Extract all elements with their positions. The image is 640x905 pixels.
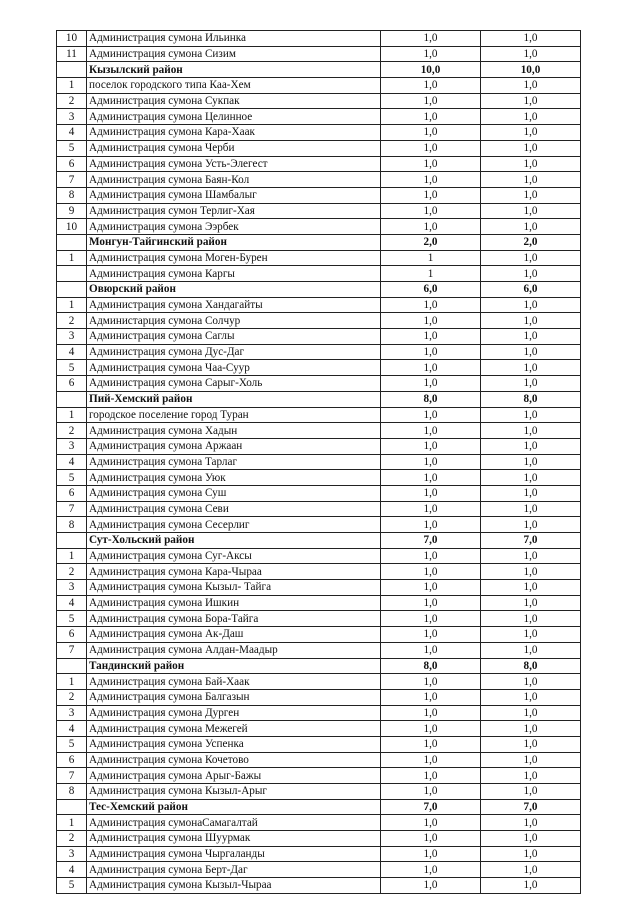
value-col-2: 1,0 [481,674,581,690]
table-row [57,187,581,203]
value-col-2: 1,0 [481,862,581,878]
row-number [57,533,87,549]
value-col-2: 1,0 [481,705,581,721]
table-row [57,815,581,831]
row-number: 3 [57,846,87,862]
row-number: 8 [57,784,87,800]
table-row [57,407,581,423]
value-col-1: 1,0 [381,454,481,470]
value-col-2: 1,0 [481,187,581,203]
row-number: 11 [57,46,87,62]
table-row [57,423,581,439]
value-col-2: 1,0 [481,46,581,62]
value-col-2: 1,0 [481,266,581,282]
value-col-2: 1,0 [481,329,581,345]
table-row [57,580,581,596]
organization-name: Администрация сумона Кызыл-Арыг [87,784,381,800]
district-name: Тандинский район [87,658,381,674]
table-row [57,674,581,690]
district-header-row [57,799,581,815]
table-row [57,501,581,517]
value-col-1: 8,0 [381,391,481,407]
value-col-1: 1,0 [381,611,481,627]
row-number: 3 [57,329,87,345]
table-row [57,156,581,172]
table-row [57,376,581,392]
row-number: 3 [57,109,87,125]
organization-name: Администрация сумона Усть-Элегест [87,156,381,172]
row-number: 1 [57,250,87,266]
organization-name: Администрация сумона Тарлаг [87,454,381,470]
row-number: 4 [57,862,87,878]
value-col-2: 1,0 [481,93,581,109]
value-col-1: 1,0 [381,485,481,501]
value-col-2: 1,0 [481,485,581,501]
value-col-2: 1,0 [481,203,581,219]
value-col-1: 1 [381,266,481,282]
value-col-2: 1,0 [481,721,581,737]
table-row [57,485,581,501]
row-number: 3 [57,580,87,596]
row-number: 1 [57,548,87,564]
organization-name: Администрация сумона Кочетово [87,752,381,768]
organization-name: Администрация сумона Ишкин [87,595,381,611]
value-col-1: 1,0 [381,93,481,109]
value-col-2: 1,0 [481,423,581,439]
table-row [57,344,581,360]
row-number: 5 [57,736,87,752]
row-number: 10 [57,31,87,47]
value-col-2: 1,0 [481,219,581,235]
organization-name: Администрация сумона Ильинка [87,31,381,47]
table-row [57,784,581,800]
value-col-1: 1,0 [381,878,481,894]
organization-name: Администрация сумона Межегей [87,721,381,737]
value-col-1: 1,0 [381,203,481,219]
value-col-2: 1,0 [481,595,581,611]
organization-name: Администрация сумона Кызыл-Чыраа [87,878,381,894]
table-row [57,689,581,705]
organization-name: Администрация сумона Ээрбек [87,219,381,235]
value-col-2: 1,0 [481,376,581,392]
table-row [57,203,581,219]
table-row [57,611,581,627]
value-col-2: 1,0 [481,313,581,329]
value-col-2: 1,0 [481,878,581,894]
table-row [57,878,581,894]
value-col-2: 7,0 [481,533,581,549]
organization-name: Администрация сумона Кара-Чыраа [87,564,381,580]
organization-name: Администрация сумона Суш [87,485,381,501]
value-col-1: 1,0 [381,721,481,737]
organization-name: Администрация сумона Сесерлиг [87,517,381,533]
organization-name: городское поселение город Туран [87,407,381,423]
value-col-1: 1,0 [381,548,481,564]
organization-name: Администрация сумона Шамбалыг [87,187,381,203]
organization-name: Администрация сумона Севи [87,501,381,517]
table-row [57,831,581,847]
row-number: 6 [57,376,87,392]
row-number: 5 [57,360,87,376]
row-number: 1 [57,297,87,313]
value-col-1: 1,0 [381,517,481,533]
value-col-1: 1,0 [381,736,481,752]
row-number [57,234,87,250]
row-number: 2 [57,313,87,329]
organization-name: Администрация сумона Хандагайты [87,297,381,313]
value-col-2: 1,0 [481,689,581,705]
value-col-2: 1,0 [481,736,581,752]
value-col-1: 1,0 [381,501,481,517]
district-name: Сут-Хольский район [87,533,381,549]
value-col-2: 1,0 [481,31,581,47]
allocation-table [56,30,581,894]
value-col-1: 1,0 [381,846,481,862]
district-header-row [57,533,581,549]
value-col-1: 10,0 [381,62,481,78]
district-header-row [57,62,581,78]
value-col-1: 1 [381,250,481,266]
value-col-2: 1,0 [481,611,581,627]
organization-name: Администрация сумона Моген-Бурен [87,250,381,266]
row-number: 7 [57,501,87,517]
value-col-1: 1,0 [381,768,481,784]
table-row [57,862,581,878]
organization-name: Администрация сумона Алдан-Маадыр [87,642,381,658]
organization-name: Администрация сумона Дурген [87,705,381,721]
table-row [57,846,581,862]
district-header-row [57,391,581,407]
value-col-2: 1,0 [481,109,581,125]
value-col-1: 1,0 [381,78,481,94]
value-col-2: 1,0 [481,438,581,454]
value-col-1: 1,0 [381,564,481,580]
district-name: Пий-Хемский район [87,391,381,407]
organization-name: Администрация сумона Кара-Хаак [87,125,381,141]
value-col-1: 1,0 [381,313,481,329]
table-row [57,219,581,235]
district-name: Тес-Хемский район [87,799,381,815]
value-col-2: 2,0 [481,234,581,250]
value-col-2: 6,0 [481,282,581,298]
table-row [57,297,581,313]
row-number: 6 [57,156,87,172]
row-number: 4 [57,454,87,470]
value-col-2: 1,0 [481,360,581,376]
value-col-1: 1,0 [381,689,481,705]
organization-name: Администрация сумона Черби [87,140,381,156]
value-col-1: 1,0 [381,109,481,125]
table-row [57,768,581,784]
row-number [57,799,87,815]
value-col-1: 1,0 [381,219,481,235]
table-row [57,438,581,454]
value-col-1: 1,0 [381,784,481,800]
row-number: 10 [57,219,87,235]
table-row [57,250,581,266]
value-col-1: 1,0 [381,815,481,831]
value-col-1: 1,0 [381,46,481,62]
value-col-1: 2,0 [381,234,481,250]
value-col-2: 1,0 [481,156,581,172]
value-col-1: 7,0 [381,533,481,549]
table-row [57,548,581,564]
row-number: 6 [57,752,87,768]
organization-name: Администрация сумона Сукпак [87,93,381,109]
row-number: 9 [57,203,87,219]
row-number: 2 [57,93,87,109]
table-row [57,752,581,768]
value-col-2: 1,0 [481,501,581,517]
value-col-2: 1,0 [481,784,581,800]
value-col-1: 1,0 [381,470,481,486]
table-row [57,470,581,486]
table-row [57,109,581,125]
value-col-2: 1,0 [481,297,581,313]
row-number: 7 [57,172,87,188]
row-number: 4 [57,125,87,141]
value-col-2: 1,0 [481,752,581,768]
value-col-2: 1,0 [481,407,581,423]
district-header-row [57,234,581,250]
row-number: 5 [57,611,87,627]
value-col-2: 1,0 [481,78,581,94]
value-col-2: 1,0 [481,815,581,831]
organization-name: Администрация сумона Ак-Даш [87,627,381,643]
table-row [57,93,581,109]
value-col-2: 1,0 [481,768,581,784]
value-col-1: 1,0 [381,642,481,658]
row-number: 2 [57,689,87,705]
value-col-1: 1,0 [381,376,481,392]
value-col-1: 1,0 [381,360,481,376]
row-number: 1 [57,815,87,831]
table-row [57,454,581,470]
table-row [57,140,581,156]
row-number: 3 [57,705,87,721]
value-col-2: 1,0 [481,470,581,486]
organization-name: Администрация сумона Целинное [87,109,381,125]
organization-name: Администрация сумона Хадын [87,423,381,439]
table-row [57,642,581,658]
row-number: 6 [57,627,87,643]
value-col-1: 1,0 [381,831,481,847]
value-col-1: 1,0 [381,705,481,721]
table-row [57,736,581,752]
value-col-2: 1,0 [481,642,581,658]
organization-name: поселок городского типа Каа-Хем [87,78,381,94]
value-col-2: 1,0 [481,564,581,580]
district-name: Овюрский район [87,282,381,298]
table-row [57,125,581,141]
value-col-2: 1,0 [481,627,581,643]
row-number [57,62,87,78]
table-row [57,517,581,533]
organization-name: Администрация сумона Сизим [87,46,381,62]
value-col-1: 6,0 [381,282,481,298]
value-col-1: 1,0 [381,862,481,878]
organization-name: Администарция сумона Солчур [87,313,381,329]
row-number: 1 [57,407,87,423]
district-header-row [57,658,581,674]
table-row [57,266,581,282]
organization-name: Администрация сумона Баян-Кол [87,172,381,188]
value-col-2: 1,0 [481,454,581,470]
organization-name: Администрация сумона Саглы [87,329,381,345]
organization-name: Администрация сумона Чыргаланды [87,846,381,862]
organization-name: Администрация сумонаСамагалтай [87,815,381,831]
value-col-1: 1,0 [381,125,481,141]
value-col-2: 1,0 [481,172,581,188]
district-header-row [57,282,581,298]
row-number: 1 [57,78,87,94]
organization-name: Администрация сумон Терлиг-Хая [87,203,381,219]
value-col-2: 10,0 [481,62,581,78]
organization-name: Администрация сумона Бора-Тайга [87,611,381,627]
table-row [57,313,581,329]
organization-name: Администрация сумона Уюк [87,470,381,486]
row-number: 5 [57,878,87,894]
row-number: 7 [57,642,87,658]
row-number: 5 [57,140,87,156]
value-col-1: 1,0 [381,156,481,172]
row-number: 7 [57,768,87,784]
row-number: 3 [57,438,87,454]
value-col-1: 1,0 [381,423,481,439]
value-col-1: 1,0 [381,172,481,188]
value-col-2: 8,0 [481,391,581,407]
row-number: 1 [57,674,87,690]
organization-name: Администрация сумона Бай-Хаак [87,674,381,690]
district-name: Кызылский район [87,62,381,78]
organization-name: Администрация сумона Кызыл- Тайга [87,580,381,596]
value-col-2: 1,0 [481,517,581,533]
row-number [57,282,87,298]
organization-name: Администрация сумона Балгазын [87,689,381,705]
row-number: 4 [57,721,87,737]
value-col-1: 1,0 [381,580,481,596]
row-number: 2 [57,423,87,439]
document-page [56,30,581,894]
organization-name: Администрация сумона Дус-Даг [87,344,381,360]
value-col-1: 1,0 [381,329,481,345]
value-col-1: 1,0 [381,595,481,611]
row-number: 8 [57,517,87,533]
organization-name: Администрация сумона Суг-Аксы [87,548,381,564]
value-col-2: 1,0 [481,580,581,596]
row-number: 5 [57,470,87,486]
table-body [57,31,581,894]
value-col-2: 1,0 [481,344,581,360]
organization-name: Администрация сумона Чаа-Суур [87,360,381,376]
row-number: 6 [57,485,87,501]
table-row [57,360,581,376]
table-row [57,172,581,188]
table-row [57,627,581,643]
table-row [57,46,581,62]
row-number: 4 [57,595,87,611]
value-col-2: 1,0 [481,250,581,266]
organization-name: Администрация сумона Аржаан [87,438,381,454]
value-col-2: 8,0 [481,658,581,674]
organization-name: Администрация сумона Сарыг-Холь [87,376,381,392]
value-col-1: 1,0 [381,752,481,768]
row-number [57,266,87,282]
table-row [57,329,581,345]
organization-name: Администрация сумона Арыг-Бажы [87,768,381,784]
value-col-1: 1,0 [381,31,481,47]
row-number: 4 [57,344,87,360]
organization-name: Администрация сумона Берт-Даг [87,862,381,878]
organization-name: Администрация сумона Успенка [87,736,381,752]
value-col-1: 1,0 [381,674,481,690]
value-col-1: 8,0 [381,658,481,674]
table-row [57,705,581,721]
row-number: 8 [57,187,87,203]
value-col-1: 1,0 [381,438,481,454]
table-row [57,721,581,737]
row-number [57,658,87,674]
value-col-2: 1,0 [481,831,581,847]
value-col-1: 1,0 [381,627,481,643]
value-col-1: 7,0 [381,799,481,815]
value-col-1: 1,0 [381,297,481,313]
district-name: Монгун-Тайгинский район [87,234,381,250]
table-row [57,78,581,94]
value-col-1: 1,0 [381,407,481,423]
value-col-2: 7,0 [481,799,581,815]
value-col-2: 1,0 [481,846,581,862]
row-number: 2 [57,831,87,847]
value-col-1: 1,0 [381,344,481,360]
value-col-2: 1,0 [481,140,581,156]
value-col-1: 1,0 [381,140,481,156]
table-row [57,595,581,611]
value-col-2: 1,0 [481,125,581,141]
organization-name: Администрация сумона Шуурмак [87,831,381,847]
value-col-1: 1,0 [381,187,481,203]
row-number [57,391,87,407]
value-col-2: 1,0 [481,548,581,564]
table-row [57,564,581,580]
row-number: 2 [57,564,87,580]
table-row [57,31,581,47]
organization-name: Администрация сумона Каргы [87,266,381,282]
